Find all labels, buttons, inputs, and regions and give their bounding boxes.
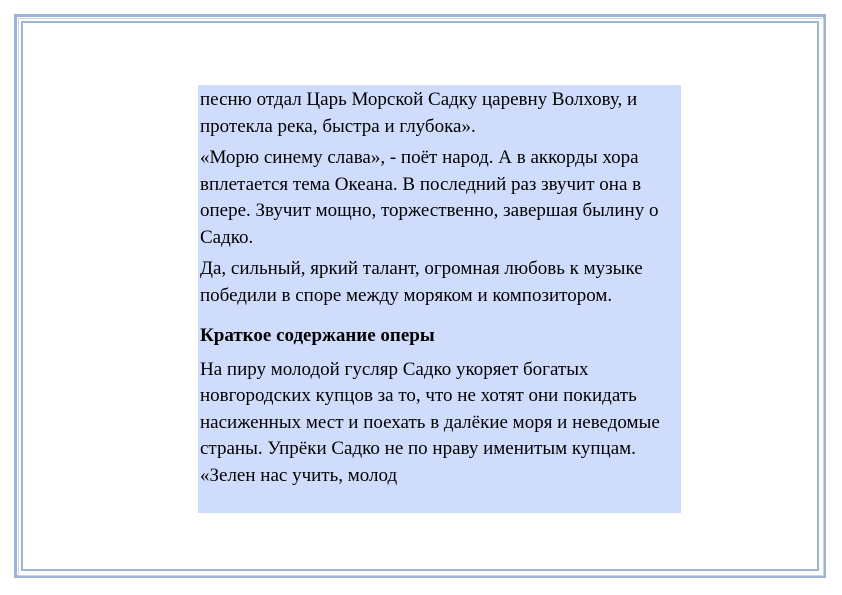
paragraph-summary: На пиру молодой гусляр Садко укоряет богатых новгородских купцов за то, что не хотят они покидать насиженных мест и поехать в далёкие моря и неведомые страны. Упрёки Садко не по нраву именитым купцам. «Зелен нас учить, молод — [200, 358, 660, 486]
text-block — [198, 85, 681, 513]
paragraph-sea-glory: «Морю синему слава», - поёт народ. А в аккорды хора вплетается тема Океана. В последний раз звучит она в опере. Звучит мощно, торжественно, завершая былину о Садко. — [200, 147, 659, 248]
paragraph-ending-story: песню отдал Царь Морской Садку царевну Волхову, и протекла река, быстра и глубока». — [200, 89, 638, 137]
paragraph-talent: Да, сильный, яркий талант, огромная любовь к музыке победили в споре между моряком и композитором. — [200, 258, 643, 306]
section-heading: Краткое содержание оперы — [200, 325, 435, 346]
